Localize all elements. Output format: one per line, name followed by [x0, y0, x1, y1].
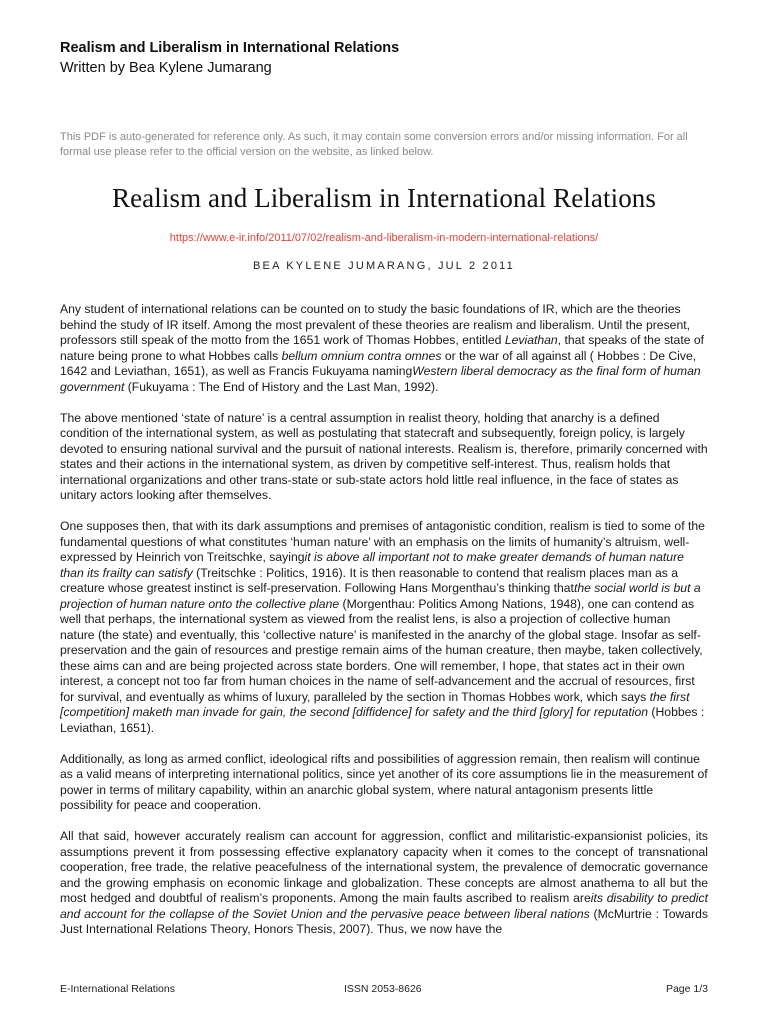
page-footer	[60, 983, 708, 997]
footer-publisher: E-International Relations	[60, 983, 175, 995]
pdf-page	[60, 40, 708, 953]
article-body	[60, 302, 708, 938]
paragraph-3: One supposes then, that with its dark assumptions and premises of antagonistic condition, realism is tied to some of the fundamental questions of what constitutes ‘human nature’ with an emphasis on the limits of humanity’s altruism, well-expressed by Heinrich von Treitschke, sayingit is above all important not to make greater demands of human nature than its frailty can satisfy (Treitschke : Politics, 1916). It is then reasonable to contend that realism places man as a creature whose greatest instinct is self-preservation. Following Hans Morgenthau’s thinking thatthe social world is but a projection of human nature onto the collective plane (Morgenthau: Politics Among Nations, 1948), one can contend as well that perhaps, the international system as viewed from the realist lens, is also a projection of collective human nature (the state) and eventually, this ‘collective nature’ is manifested in the anarchy of the global stage. Insofar as self-preservation and the gain of resources and prestige remain aims of the human creature, then maybe, taken collectively, these aims can and are being projected across state borders. One will remember, I hope, that states act in their own interest, a concept not too far from human choices in the name of self-advancement and the accrual of resources, first for survival, and eventually as whims of luxury, paralleled by the section in Thomas Hobbes work, which says the first [competition] maketh man invade for gain, the second [diffidence] for safety and the third [glory] for reputation (Hobbes : Leviathan, 1651).	[60, 519, 705, 735]
article-byline: BEA KYLENE JUMARANG, JUL 2 2011	[253, 260, 515, 272]
paragraph-4: Additionally, as long as armed conflict, ideological rifts and possibilities of aggression remain, then realism will continue as a valid means of interpreting international politics, since yet another of its core assumptions lie in the measurement of power in terms of military capability, within an anarchic global system, where natural antagonism presents little possibility for peace and cooperation.	[60, 751, 708, 812]
paragraph-2: The above mentioned ‘state of nature’ is a central assumption in realist theory, holding that anarchy is a defined condition of the international system, as well as postulating that statecraft and subsequently, foreign policy, is largely devoted to ensuring national survival and the pursuit of national interests. Realism is, therefore, primarily concerned with states and their actions in the international system, as driven by competitive self-interest. Thus, realism holds that international organizations and other trans-state or sub-state actors hold little real influence, in the face of states as unitary actors looking after themselves.	[60, 410, 708, 502]
paragraph-1: Any student of international relations can be counted on to study the basic foundations of IR, which are the theories behind the study of IR itself. Among the most prevalent of these theories are realism and liberalism. Until the present, professors still speak of the motto from the 1651 work of Thomas Hobbes, entitled Leviathan, that speaks of the state of nature being prone to what Hobbes calls bellum omnium contra omnes or the war of all against all ( Hobbes : De Cive, 1642 and Leviathan, 1651), as well as Francis Fukuyama namingWestern liberal democracy as the final form of human government (Fukuyama : The End of History and the Last Man, 1992).	[60, 302, 705, 394]
footer-page-number: Page 1/3	[665, 983, 708, 995]
source-link[interactable]: https://www.e-ir.info/2011/07/02/realism-and-liberalism-in-modern-international-relations/	[169, 232, 599, 244]
paragraph-5: All that said, however accurately realism can account for aggression, conflict and militaristic-expansionist policies, its assumptions prevent it from possessing effective explanatory capacity when it comes to the concept of transnational cooperation, free trade, the relative peacefulness of the international system, the prevalence of democratic governance and the growing emphasis on economic linkage and globalization. These concepts are almost anathema to all but the most hedged and doubtful of realism’s proponents. Among the main faults ascribed to realism areits disability to predict and account for the collapse of the Soviet Union and the pervasive peace between liberal nations (McMurtrie : Towards Just International Relations Theory, Honors Thesis, 2007). Thus, we now have the	[60, 829, 708, 936]
header-author: Written by Bea Kylene Jumarang	[60, 60, 272, 76]
article-title: Realism and Liberalism in International Relations	[111, 183, 657, 213]
footer-issn: ISSN 2053-8626	[344, 983, 422, 995]
disclaimer-text: This PDF is auto-generated for reference only. As such, it may contain some conversion errors and/or missing information. For all formal use please refer to the official version on the website, as linked below.	[60, 131, 688, 158]
header-title: Realism and Liberalism in International Relations	[60, 40, 400, 56]
